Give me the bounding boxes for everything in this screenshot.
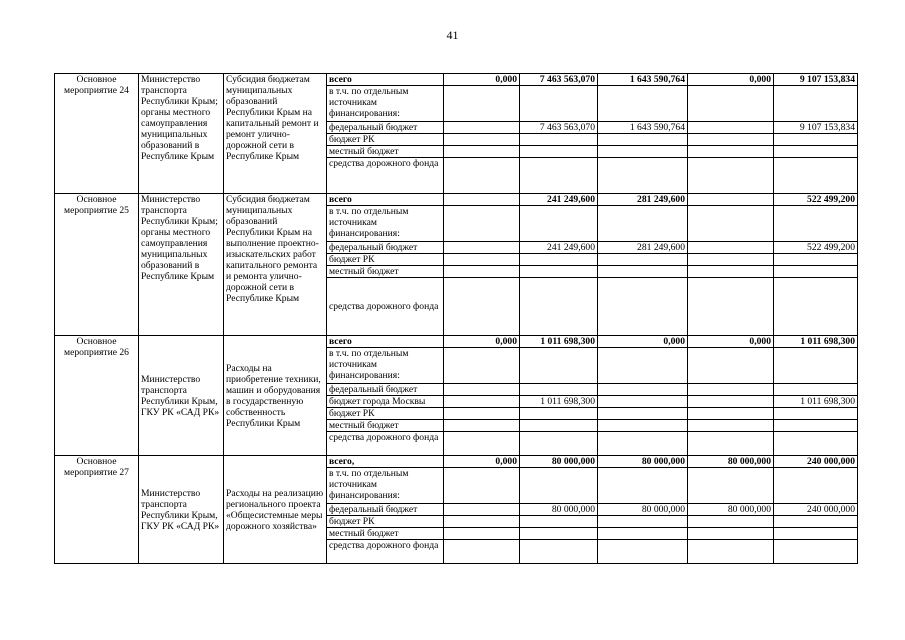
amount-cell [598,516,688,528]
funding-source: в т.ч. по отдельным источникам финансирования: [327,206,444,242]
amount-cell: 9 107 153,834 [774,122,858,134]
amount-cell [774,278,858,336]
funding-source: средства дорожного фонда [327,540,444,564]
page-number: 41 [446,28,459,42]
funding-source: федеральный бюджет [327,242,444,254]
table-row [55,336,858,348]
amount-cell [444,384,520,396]
funding-source: местный бюджет [327,146,444,158]
amount-cell [520,408,598,420]
amount-cell: 1 643 590,764 [598,74,688,86]
amount-cell [520,528,598,540]
table-row [55,456,858,468]
amount-cell [688,528,774,540]
executor: Министерство транспорта Республики Крым; органы местного самоуправления муниципальных образований в Республике Крым [139,74,224,194]
amount-cell [598,408,688,420]
amount-cell [688,420,774,432]
amount-cell [774,254,858,266]
amount-cell: 0,000 [444,74,520,86]
amount-cell [444,348,520,384]
amount-cell [444,278,520,336]
amount-cell: 80 000,000 [598,456,688,468]
description: Субсидия бюджетам муниципальных образований Республики Крым на выполнение проектно-изыскательских работ капитального ремонта и ремонта улично-дорожной сети в Республике Крым [224,194,327,336]
amount-cell [598,384,688,396]
amount-cell [688,158,774,194]
measure-name: Основное мероприятие 26 [55,336,139,456]
amount-cell [774,146,858,158]
amount-cell [598,146,688,158]
amount-cell [598,158,688,194]
amount-cell [444,408,520,420]
amount-cell [598,348,688,384]
amount-cell: 281 249,600 [598,194,688,206]
funding-source: федеральный бюджет [327,122,444,134]
amount-cell [444,540,520,564]
funding-source: бюджет РК [327,516,444,528]
amount-cell [520,86,598,122]
amount-cell [688,432,774,456]
description: Субсидия бюджетам муниципальных образований Республики Крым на капитальный ремонт и ремонт улично-дорожной сети в Республике Крым [224,74,327,194]
amount-cell: 80 000,000 [520,504,598,516]
amount-cell: 240 000,000 [774,504,858,516]
amount-cell [444,396,520,408]
amount-cell [444,504,520,516]
table-row [55,74,858,86]
amount-cell [598,206,688,242]
amount-cell [520,432,598,456]
funding-source: бюджет РК [327,408,444,420]
amount-cell [444,134,520,146]
amount-cell [598,396,688,408]
amount-cell [688,86,774,122]
amount-cell: 1 011 698,300 [520,336,598,348]
amount-cell [598,540,688,564]
amount-cell [520,146,598,158]
funding-source: средства дорожного фонда [327,432,444,456]
amount-cell [444,146,520,158]
amount-cell [688,384,774,396]
amount-cell [520,266,598,278]
amount-cell [444,206,520,242]
amount-cell [774,266,858,278]
amount-cell [444,420,520,432]
funding-source: средства дорожного фонда [327,278,444,336]
funding-source: федеральный бюджет [327,384,444,396]
funding-source: местный бюджет [327,266,444,278]
amount-cell: 522 499,200 [774,242,858,254]
amount-cell: 240 000,000 [774,456,858,468]
funding-source: в т.ч. по отдельным источникам финансирования: [327,348,444,384]
funding-source: всего [327,336,444,348]
amount-cell [444,528,520,540]
funding-source: в т.ч. по отдельным источникам финансирования: [327,468,444,504]
funding-source: всего [327,194,444,206]
amount-cell [598,278,688,336]
amount-cell: 80 000,000 [688,504,774,516]
funding-source: всего, [327,456,444,468]
funding-source: всего [327,74,444,86]
amount-cell [520,468,598,504]
measure-name: Основное мероприятие 25 [55,194,139,336]
amount-cell [774,420,858,432]
funding-source: местный бюджет [327,420,444,432]
amount-cell [774,206,858,242]
funding-source: бюджет РК [327,134,444,146]
amount-cell [688,540,774,564]
amount-cell: 0,000 [444,456,520,468]
amount-cell [444,266,520,278]
amount-cell: 281 249,600 [598,242,688,254]
amount-cell [688,348,774,384]
amount-cell [688,206,774,242]
amount-cell [444,86,520,122]
amount-cell: 0,000 [598,336,688,348]
amount-cell [444,254,520,266]
amount-cell: 0,000 [444,336,520,348]
amount-cell [774,348,858,384]
amount-cell [688,242,774,254]
amount-cell [688,468,774,504]
amount-cell: 7 463 563,070 [520,74,598,86]
amount-cell: 80 000,000 [598,504,688,516]
amount-cell: 241 249,600 [520,242,598,254]
amount-cell [688,516,774,528]
amount-cell: 0,000 [688,336,774,348]
amount-cell [444,122,520,134]
amount-cell [598,254,688,266]
table-row [55,194,858,206]
amount-cell [520,134,598,146]
amount-cell [688,278,774,336]
amount-cell [688,134,774,146]
amount-cell: 1 011 698,300 [774,336,858,348]
amount-cell: 241 249,600 [520,194,598,206]
amount-cell [520,158,598,194]
amount-cell: 0,000 [688,74,774,86]
amount-cell: 9 107 153,834 [774,74,858,86]
amount-cell [444,158,520,194]
funding-source: федеральный бюджет [327,504,444,516]
funding-source: средства дорожного фонда [327,158,444,194]
funding-source: в т.ч. по отдельным источникам финансирования: [327,86,444,122]
amount-cell [520,540,598,564]
executor: Министерство транспорта Республики Крым, ГКУ РК «САД РК» [139,336,224,456]
description: Расходы на приобретение техники, машин и оборудования в государственную собственность Республики Крым [224,336,327,456]
measure-name: Основное мероприятие 24 [55,74,139,194]
amount-cell [520,254,598,266]
funding-source: бюджет города Москвы [327,396,444,408]
executor: Министерство транспорта Республики Крым; органы местного самоуправления муниципальных образований в Республике Крым [139,194,224,336]
amount-cell [688,146,774,158]
amount-cell [774,432,858,456]
amount-cell [520,420,598,432]
amount-cell [444,432,520,456]
amount-cell [774,134,858,146]
amount-cell [520,206,598,242]
amount-cell [598,86,688,122]
amount-cell: 1 011 698,300 [774,396,858,408]
amount-cell: 522 499,200 [774,194,858,206]
funding-source: бюджет РК [327,254,444,266]
amount-cell [688,408,774,420]
amount-cell [774,468,858,504]
funding-source: местный бюджет [327,528,444,540]
amount-cell: 7 463 563,070 [520,122,598,134]
amount-cell [520,348,598,384]
amount-cell [688,122,774,134]
amount-cell [774,384,858,396]
amount-cell [598,432,688,456]
amount-cell [444,516,520,528]
executor: Министерство транспорта Республики Крым, ГКУ РК «САД РК» [139,456,224,564]
amount-cell [520,516,598,528]
amount-cell [444,468,520,504]
amount-cell [444,242,520,254]
amount-cell [598,420,688,432]
amount-cell [444,194,520,206]
amount-cell [774,540,858,564]
amount-cell [598,266,688,278]
amount-cell: 1 643 590,764 [598,122,688,134]
amount-cell [520,384,598,396]
description: Расходы на реализацию регионального проекта «Общесистемные меры дорожного хозяйства» [224,456,327,564]
amount-cell [688,266,774,278]
amount-cell [774,528,858,540]
amount-cell [598,134,688,146]
amount-cell: 80 000,000 [520,456,598,468]
amount-cell [520,278,598,336]
amount-cell [688,254,774,266]
amount-cell [774,516,858,528]
amount-cell: 1 011 698,300 [520,396,598,408]
amount-cell [688,396,774,408]
amount-cell [688,194,774,206]
amount-cell [774,408,858,420]
amount-cell [598,528,688,540]
budget-table [54,73,858,564]
amount-cell [774,158,858,194]
measure-name: Основное мероприятие 27 [55,456,139,564]
amount-cell [774,86,858,122]
amount-cell: 80 000,000 [688,456,774,468]
amount-cell [598,468,688,504]
